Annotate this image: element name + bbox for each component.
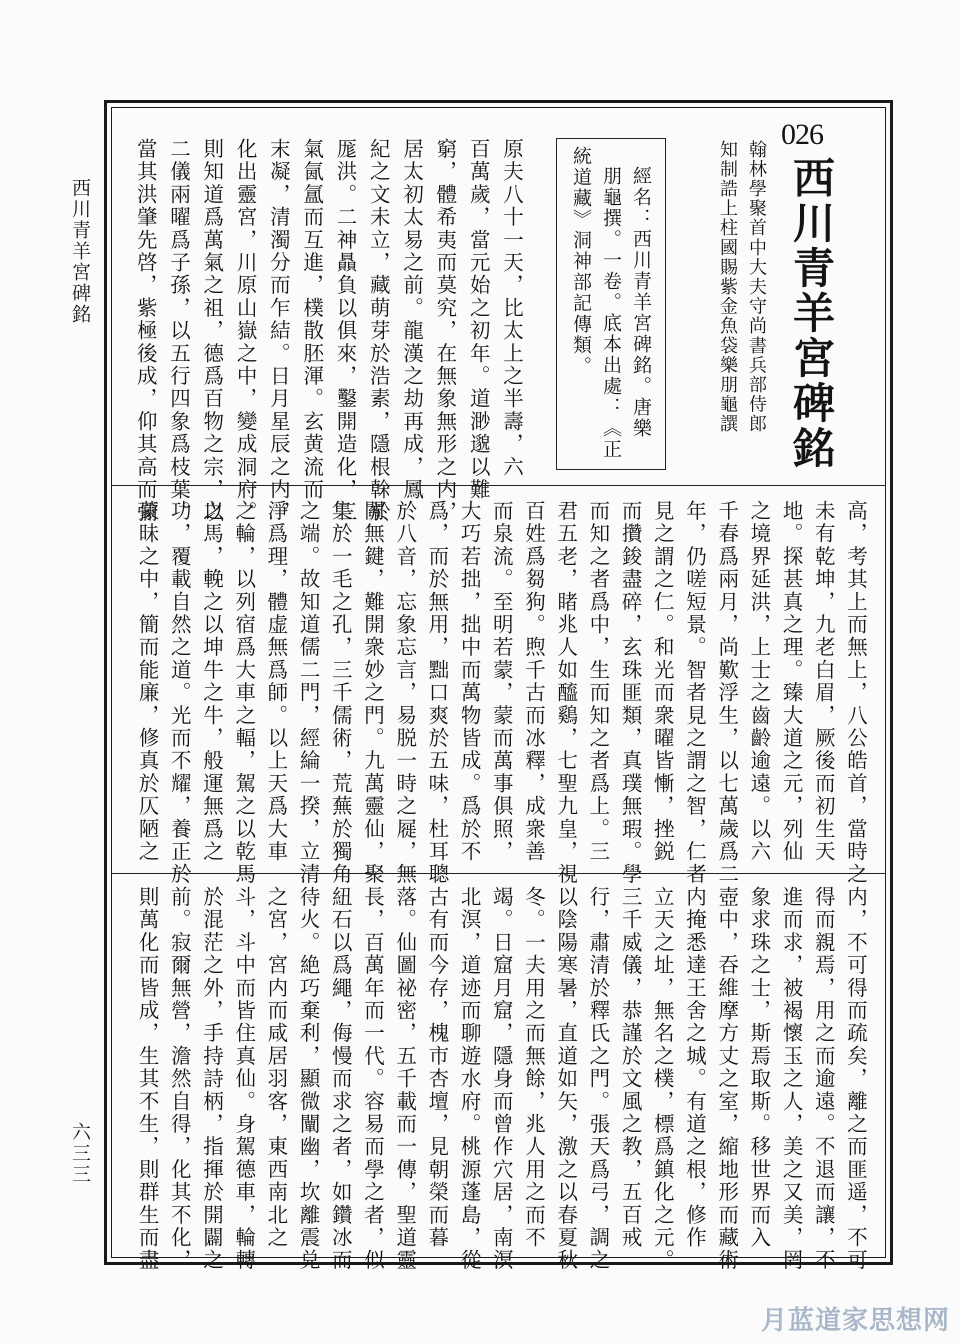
text-column: 竭。日窟月窟，隱身而曾作穴居，南溟 <box>489 886 514 1272</box>
text-column: 百萬歲，當元始之初年。道渺邈以難 <box>466 138 491 502</box>
text-column: 前。寂爾無營，澹然自得，化其不化， <box>167 886 192 1272</box>
text-column: 千春爲兩月，尚歎浮生，以七萬歲爲二 <box>714 500 739 886</box>
text-column: 於八音，忘象忘言，易脱一時之屣，無 <box>392 500 417 886</box>
text-column: 得而親焉，用之而逾遠。不退而讓，不 <box>811 886 836 1272</box>
text-column: 氣氤氲而互進，樸散胚渾。玄黄流而 <box>299 138 324 502</box>
entry-number: 026 <box>781 118 823 151</box>
text-column: 厖洪。二神贔負以俱來，鑿開造化，三 <box>333 138 357 524</box>
text-column: 地。探甚真之理。臻大道之元，列仙 <box>779 500 804 864</box>
text-column: 落。仙圖祕密，五千載而一傳，聖道靈 <box>392 886 417 1272</box>
text-column: 北溟，道迹而聊遊水府。桃源蓬島，從 <box>457 886 482 1272</box>
text-column: 於混茫之外，手持詩柄，指揮於開闢之 <box>199 886 224 1272</box>
text-column: 古有而今存，槐市杏壇，見朝榮而暮 <box>424 886 449 1250</box>
source-note-line: 朋龜撰。一卷。底本出處：《正 <box>600 166 622 460</box>
text-column: 百姓爲芻狗。煦千古而冰釋，成衆善 <box>521 500 546 864</box>
text-column: 之馬，輓之以坤牛之牛，般運無爲之 <box>199 500 224 864</box>
text-column: 關無鍵，難開衆妙之門。九萬靈仙，聚 <box>360 500 385 886</box>
text-column: 則知道爲萬氣之祖，德爲百物之宗，以 <box>199 138 224 524</box>
text-column: 末凝，清濁分而乍結。日月星辰之内， <box>266 138 291 524</box>
running-head: 西川青羊宮碑銘 <box>69 178 91 325</box>
page-number: 六三三 <box>69 1122 91 1185</box>
text-column: 之宮，宮内而咸居羽客，東西南北之 <box>263 886 288 1250</box>
text-column: 内，不可得而疏矣，離之而匪遥，不可 <box>843 886 868 1272</box>
text-column: 之端。故知道儒二門，經綸一揆，立清 <box>296 500 321 886</box>
text-column: 居太初太易之前。龍漢之劫再成，鳳 <box>399 138 424 502</box>
text-column: 高，考其上而無上，八公皓首，當時之 <box>843 500 868 886</box>
text-column: 内掩悉達王舍之城。有道之根，修作 <box>682 886 707 1250</box>
source-note-line: 經名：西川青羊宮碑銘。唐樂 <box>630 166 652 439</box>
text-column: 待火。絶巧棄利，顯微闡幽，坎離震兑 <box>296 886 321 1272</box>
text-column: 冬。一夫用之而無餘，兆人用之而不 <box>521 886 546 1250</box>
band-divider-1 <box>111 485 886 486</box>
text-column: 功，覆載自然之道。光而不耀，養正於 <box>167 500 192 886</box>
text-column: 進而求，被褐懷玉之人，美之又美，罔 <box>779 886 804 1272</box>
text-column: 未有乾坤，九老白眉，厥後而初生天 <box>811 500 836 864</box>
text-column: 大巧若拙，拙中而萬物皆成。爲於不 <box>457 500 482 864</box>
page-title: 西川青羊宮碑銘 <box>787 156 836 471</box>
text-column: 年，仍嗟短景。智者見之謂之智，仁者 <box>682 500 707 886</box>
text-column: 立天之址，無名之樸，標爲鎮化之元。 <box>650 886 675 1272</box>
text-column: 行，肅清於釋氏之門。張天爲弓，調之 <box>585 886 610 1272</box>
text-column: 蒙昧之中，簡而能廉，修真於仄陋之 <box>135 500 160 864</box>
text-column: 原夫八十一天，比太上之半壽，六 <box>499 138 524 479</box>
text-column: 長，百萬年而一代。容易而學之者，似 <box>360 886 385 1272</box>
text-column: 三千威儀，恭謹於文風之教，五百戒 <box>618 886 643 1250</box>
text-column: 而攢鋑盡碎，玄珠匪類，真璞無瑕。學 <box>618 500 643 886</box>
watermark: 月蓝道家思想网 <box>760 1306 950 1336</box>
text-column: 壺中，吞維摩方丈之室，縮地形而藏術 <box>714 886 739 1272</box>
text-column: 君五老，睹兆人如醯鷄，七聖九皇，視 <box>553 500 578 886</box>
band-divider-2 <box>111 873 886 874</box>
text-column: 紀之文未立，藏萌芽於浩素，隱根榦於 <box>366 138 391 524</box>
text-column: 集於一毛之孔，三千儒術，荒蕪於獨角 <box>328 500 353 886</box>
text-column: 以陰陽寒暑，直道如矢，激之以春夏秋 <box>553 886 578 1272</box>
text-column: 之境界延洪，上士之齒齡逾遠。以六 <box>746 500 771 864</box>
author-line: 翰林學聚首中大夫守尚書兵部侍郎 <box>746 140 767 434</box>
text-column: 見之謂之仁。和光而衆曜皆慚，挫鋭 <box>650 500 675 864</box>
text-column: 二儀兩曜爲子孫，以五行四象爲枝葉。 <box>166 138 191 524</box>
text-column: 窮，體希夷而莫究，在無象無形之内， <box>432 138 457 524</box>
text-column: 爲，而於無用，黜口爽於五味，杜耳聰 <box>424 500 449 886</box>
text-column: 而知之者爲中，生而知之者爲上。三 <box>585 500 610 864</box>
text-column: 象求珠之士，斯焉取斯。移世界而入 <box>746 886 771 1250</box>
text-column: 當其洪肇先啓，紫極後成，仰其高而彌 <box>133 138 158 524</box>
text-column: 而泉流。至明若蒙，蒙而萬事俱照， <box>489 500 514 864</box>
author-line: 知制誥上柱國賜紫金魚袋樂朋龜譔 <box>717 140 738 434</box>
text-column: 化出靈宮，川原山嶽之中，變成洞府。 <box>233 138 258 524</box>
text-column: 之輪，以列宿爲大車之輻，駕之以乾馬 <box>231 500 256 886</box>
text-column: 斗，斗中而皆住真仙。身駕德車，輪轉 <box>231 886 256 1272</box>
text-column: 紐石以爲繩，侮慢而求之者，如鑽冰而 <box>328 886 353 1272</box>
source-note-line: 統道藏》洞神部記傳類。 <box>570 146 592 377</box>
text-column: 則萬化而皆成，生其不生，則群生而盡 <box>135 886 160 1272</box>
text-column: 淨爲理，體虚無爲師。以上天爲大車 <box>263 500 288 864</box>
